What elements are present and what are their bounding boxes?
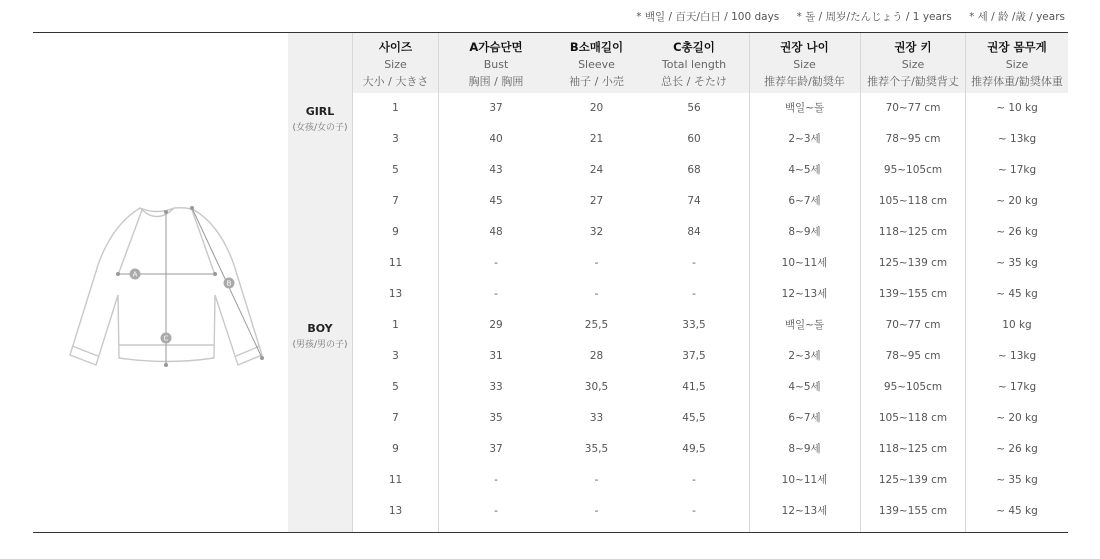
- table-row: [353, 434, 1068, 465]
- cell-recommended-height: 125~139 cm: [878, 257, 948, 269]
- cell-total-length: 60: [687, 133, 701, 145]
- table-row: [353, 279, 1068, 310]
- cell-recommended-age: 2~3세: [788, 350, 821, 362]
- cell-sleeve: 33: [589, 412, 604, 424]
- cell-size: 5: [392, 164, 399, 176]
- cell-sleeve: 24: [589, 164, 604, 176]
- cell-sleeve: 20: [589, 102, 604, 114]
- note-100-days: * 백일 / 百天/白日 / 100 days: [636, 11, 780, 23]
- girl-group-label: [288, 105, 352, 133]
- cell-recommended-weight: ~ 45 kg: [996, 505, 1038, 517]
- header-sleeve-en: Sleeve: [578, 58, 615, 71]
- table-row: [353, 403, 1068, 434]
- cell-bust: 45: [489, 195, 503, 207]
- cell-recommended-height: 118~125 cm: [878, 226, 948, 238]
- length-end-dot: [164, 363, 168, 367]
- cell-size: 7: [392, 412, 399, 424]
- cell-recommended-height: 95~105cm: [883, 381, 943, 393]
- girl-label-cjk: (女孩/女の子): [292, 123, 348, 133]
- cell-total-length: 74: [687, 195, 701, 207]
- cell-size: 3: [392, 350, 399, 362]
- table-row: [353, 186, 1068, 217]
- cell-recommended-age: 12~13세: [781, 288, 828, 300]
- cell-bust: 37: [489, 102, 503, 114]
- header-length-cjk: 总长 / そたけ: [661, 75, 727, 88]
- cell-recommended-height: 70~77 cm: [885, 102, 941, 114]
- table-row: [353, 155, 1068, 186]
- marker-c-label: C: [163, 334, 169, 343]
- cell-sleeve: 21: [589, 133, 604, 145]
- cell-recommended-weight: ~ 45 kg: [996, 288, 1038, 300]
- cell-bust: 29: [489, 319, 503, 331]
- cell-total-length: 68: [687, 164, 701, 176]
- cell-bust: 35: [489, 412, 503, 424]
- header-bust-ko: A가슴단면: [469, 40, 523, 54]
- cell-recommended-age: 4~5세: [788, 381, 821, 393]
- cell-sleeve: -: [594, 505, 599, 517]
- cell-bust: 43: [489, 164, 503, 176]
- cell-bust: -: [494, 474, 498, 486]
- cell-size: 13: [388, 505, 403, 517]
- cell-recommended-height: 78~95 cm: [885, 133, 941, 145]
- cell-recommended-height: 70~77 cm: [885, 319, 941, 331]
- cell-sleeve: -: [594, 474, 599, 486]
- cell-total-length: -: [692, 474, 696, 486]
- header-age-en: Size: [793, 58, 816, 71]
- header-height-ko: 권장 키: [894, 40, 932, 54]
- sleeve-end-dot: [260, 356, 264, 360]
- cell-total-length: 33,5: [682, 319, 706, 331]
- garment-right-raglan-seam: [192, 210, 215, 275]
- cell-bust: 40: [489, 133, 503, 145]
- cell-sleeve: -: [594, 288, 599, 300]
- length-start-dot: [164, 210, 168, 214]
- garment-left-cuff: [72, 346, 98, 356]
- header-age-ko: 권장 나이: [780, 40, 829, 54]
- garment-left-raglan-seam: [118, 210, 142, 275]
- cell-bust: 48: [489, 226, 503, 238]
- cell-size: 5: [392, 381, 399, 393]
- cell-recommended-age: 6~7세: [788, 412, 821, 424]
- cell-recommended-height: 118~125 cm: [878, 443, 948, 455]
- table-row: [353, 124, 1068, 155]
- cell-recommended-height: 105~118 cm: [878, 195, 948, 207]
- cell-size: 13: [388, 288, 403, 300]
- table-row: [353, 310, 1068, 341]
- header-sleeve-ko: B소매길이: [569, 40, 624, 54]
- header-length-en: Total length: [661, 58, 727, 71]
- header-size-cjk: 大小 / 大きさ: [362, 75, 429, 88]
- cell-bust: -: [494, 288, 498, 300]
- cell-total-length: 41,5: [682, 381, 706, 393]
- bust-start-dot: [116, 272, 120, 276]
- cell-recommended-weight: ~ 17kg: [997, 164, 1037, 176]
- cell-total-length: 56: [687, 102, 701, 114]
- cell-total-length: 37,5: [682, 350, 706, 362]
- cell-recommended-age: 8~9세: [788, 443, 821, 455]
- table-bottom-rule: [33, 532, 1068, 533]
- cell-sleeve: 27: [589, 195, 604, 207]
- header-age-cjk: 推荐年龄/勧奨年: [764, 75, 845, 88]
- cell-recommended-weight: ~ 20 kg: [996, 195, 1038, 207]
- boy-label-cjk: (男孩/男の子): [292, 340, 348, 350]
- boy-group-label: [288, 322, 352, 350]
- cell-bust: 31: [489, 350, 503, 362]
- table-row: [353, 93, 1068, 124]
- header-recommended-height: [860, 33, 966, 93]
- cell-recommended-age: 10~11세: [781, 257, 828, 269]
- cell-size: 9: [392, 443, 399, 455]
- cell-bust: 33: [489, 381, 503, 393]
- bust-end-dot: [213, 272, 217, 276]
- garment-right-cuff: [236, 346, 260, 356]
- header-weight-en: Size: [1005, 58, 1029, 71]
- cell-recommended-weight: ~ 26 kg: [996, 226, 1038, 238]
- cell-sleeve: 35,5: [584, 443, 609, 455]
- cell-recommended-weight: ~ 17kg: [997, 381, 1037, 393]
- cell-recommended-age: 8~9세: [788, 226, 821, 238]
- cell-size: 1: [392, 102, 399, 114]
- marker-a-label: A: [132, 270, 138, 279]
- cell-recommended-weight: ~ 26 kg: [996, 443, 1038, 455]
- note-years: * 세 / 龄 /歳 / years: [969, 11, 1065, 23]
- cell-recommended-weight: ~ 10 kg: [996, 102, 1038, 114]
- cell-recommended-weight: ~ 35 kg: [996, 257, 1038, 269]
- cell-recommended-age: 10~11세: [781, 474, 828, 486]
- cell-total-length: 84: [687, 226, 701, 238]
- cell-total-length: -: [692, 288, 696, 300]
- cell-recommended-weight: ~ 20 kg: [996, 412, 1038, 424]
- cell-recommended-height: 125~139 cm: [878, 474, 948, 486]
- cell-total-length: 45,5: [682, 412, 706, 424]
- header-weight-cjk: 推荐体重/勧奨体重: [971, 75, 1063, 88]
- header-bust-en: Bust: [483, 58, 509, 71]
- cell-recommended-age: 백일~돌: [784, 319, 825, 331]
- table-row: [353, 248, 1068, 279]
- cell-bust: -: [494, 257, 498, 269]
- cell-size: 3: [392, 133, 399, 145]
- garment-measurement-diagram: [62, 195, 272, 375]
- cell-size: 7: [392, 195, 399, 207]
- table-row: [353, 217, 1068, 248]
- size-notes: [622, 9, 1065, 24]
- cell-recommended-age: 백일~돌: [784, 102, 825, 114]
- table-row: [353, 496, 1068, 527]
- header-size: [353, 33, 438, 93]
- cell-recommended-weight: ~ 13kg: [997, 350, 1037, 362]
- table-row: [353, 465, 1068, 496]
- header-bust-cjk: 胸围 / 胸囲: [468, 75, 524, 88]
- cell-total-length: -: [692, 257, 696, 269]
- header-recommended-weight: [966, 33, 1068, 93]
- cell-recommended-height: 105~118 cm: [878, 412, 948, 424]
- header-weight-ko: 권장 몸무게: [987, 40, 1047, 54]
- sleeve-start-dot: [190, 206, 194, 210]
- girl-label: GIRL: [305, 105, 335, 118]
- cell-recommended-age: 2~3세: [788, 133, 821, 145]
- note-1-year: * 돌 / 周岁/たんじょう / 1 years: [796, 11, 952, 23]
- cell-recommended-height: 78~95 cm: [885, 350, 941, 362]
- cell-bust: 37: [489, 443, 503, 455]
- table-row: [353, 372, 1068, 403]
- cell-recommended-height: 139~155 cm: [878, 288, 948, 300]
- cell-total-length: -: [692, 505, 696, 517]
- cell-sleeve: 28: [589, 350, 604, 362]
- cell-size: 11: [388, 474, 403, 486]
- marker-b-label: B: [226, 279, 232, 288]
- cell-recommended-age: 4~5세: [788, 164, 821, 176]
- cell-sleeve: 30,5: [584, 381, 609, 393]
- cell-sleeve: 25,5: [584, 319, 609, 331]
- header-length-ko: C총길이: [673, 40, 715, 54]
- cell-recommended-height: 95~105cm: [883, 164, 943, 176]
- cell-total-length: 49,5: [682, 443, 706, 455]
- cell-recommended-height: 139~155 cm: [878, 505, 948, 517]
- header-total-length: [639, 33, 749, 93]
- cell-recommended-weight: 10 kg: [1002, 319, 1032, 331]
- header-recommended-age: [749, 33, 860, 93]
- cell-sleeve: 32: [589, 226, 604, 238]
- cell-recommended-age: 6~7세: [788, 195, 821, 207]
- table-row: [353, 341, 1068, 372]
- cell-bust: -: [494, 505, 498, 517]
- header-sleeve-cjk: 袖子 / 小売: [569, 75, 624, 88]
- cell-recommended-weight: ~ 13kg: [997, 133, 1037, 145]
- cell-recommended-weight: ~ 35 kg: [996, 474, 1038, 486]
- header-bust: [438, 33, 554, 93]
- cell-size: 1: [392, 319, 399, 331]
- gender-column: [288, 33, 353, 532]
- header-size-en: Size: [384, 58, 407, 71]
- cell-recommended-age: 12~13세: [781, 505, 828, 517]
- header-size-ko: 사이즈: [378, 40, 413, 54]
- header-sleeve: [554, 33, 639, 93]
- cell-size: 11: [388, 257, 403, 269]
- header-height-cjk: 推荐个子/勧奨背丈: [867, 75, 959, 88]
- cell-size: 9: [392, 226, 399, 238]
- cell-sleeve: -: [594, 257, 599, 269]
- boy-label: BOY: [307, 322, 333, 335]
- header-height-en: Size: [901, 58, 925, 71]
